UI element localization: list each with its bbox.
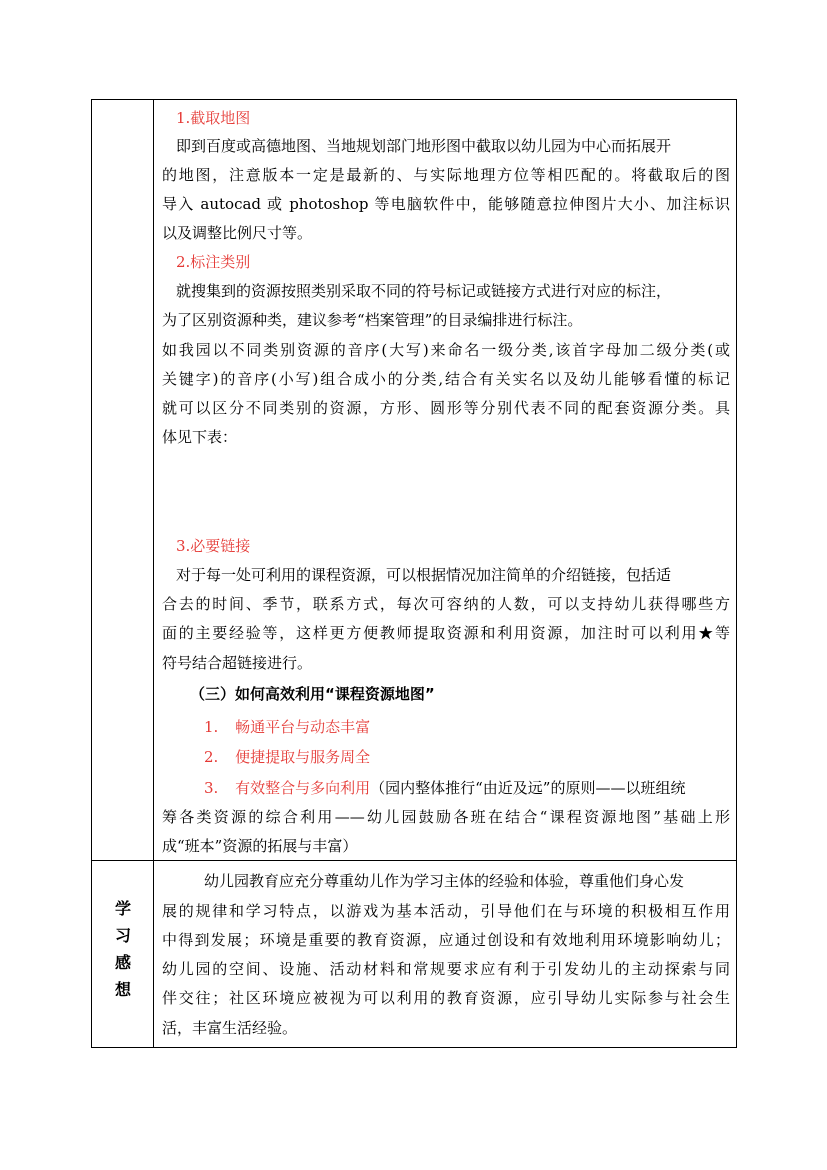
paragraph-line: 对于每一处可利用的课程资源，可以根据情况加注简单的介绍链接，包括适 bbox=[176, 566, 672, 584]
paragraph-line: 即到百度或高德地图、当地规划部门地形图中截取以幼儿园为中心而拓展开 bbox=[176, 137, 672, 155]
list-item bbox=[204, 747, 370, 767]
paragraph-line: 为了区别资源种类，建议参考“档案管理”的目录编排进行标注。 bbox=[162, 311, 583, 329]
reflection-line: 幼儿园教育应充分尊重幼儿作为学习主体的经验和体验，尊重他们身心发 bbox=[204, 872, 685, 890]
section-heading: 1.截取地图 bbox=[176, 109, 251, 127]
paragraph-line: 以及调整比例尺寸等。 bbox=[162, 224, 313, 242]
list-text: 有效整合与多向利用 bbox=[235, 779, 371, 797]
list-text-continued: （园内整体推行“由近及远”的原则——以班组统 bbox=[370, 779, 686, 797]
paragraph-line: 成“班本”资源的拓展与丰富） bbox=[162, 837, 358, 855]
section-heading: 3.必要链接 bbox=[176, 537, 251, 555]
paragraph-line: 合去的时间、季节，联系方式，每次可容纳的人数，可以支持幼儿获得哪些方 bbox=[162, 595, 730, 613]
paragraph-line: 筹各类资源的综合利用——幼儿园鼓励各班在结合“课程资源地图”基础上形 bbox=[162, 808, 730, 826]
reflection-line: 幼儿园的空间、设施、活动材料和常规要求应有利于引发幼儿的主动探索与同 bbox=[162, 960, 730, 978]
paragraph-line: 导入 autocad 或 photoshop 等电脑软件中，能够随意拉伸图片大小、加注标识 bbox=[162, 195, 730, 213]
label-char: 感 bbox=[114, 953, 131, 972]
subsection-title: （三）如何高效利用“课程资源地图” bbox=[190, 685, 435, 703]
paragraph-line: 符号结合超链接进行。 bbox=[162, 654, 313, 672]
paragraph-line: 的地图，注意版本一定是最新的、与实际地理方位等相匹配的。将截取后的图 bbox=[162, 166, 730, 184]
paragraph-line: 就搜集到的资源按照类别采取不同的符号标记或链接方式进行对应的标注， bbox=[176, 282, 672, 300]
list-text: 畅通平台与动态丰富 bbox=[235, 718, 371, 736]
list-text: 便捷提取与服务周全 bbox=[235, 748, 371, 766]
row-divider bbox=[92, 860, 736, 861]
paragraph-line: 面的主要经验等，这样更方便教师提取资源和利用资源，加注时可以利用★等 bbox=[162, 624, 730, 642]
list-number: 3. bbox=[204, 779, 219, 797]
paragraph-line: 体见下表： bbox=[162, 428, 238, 446]
paragraph-line: 关键字)的音序(小写)组合成小的分类,结合有关实名以及幼儿能够看懂的标记 bbox=[162, 370, 730, 388]
paragraph-line: 如我园以不同类别资源的音序(大写)来命名一级分类,该首字母加二级分类(或 bbox=[162, 341, 730, 359]
paragraph-line: 就可以区分不同类别的资源，方形、圆形等分别代表不同的配套资源分类。具 bbox=[162, 399, 730, 417]
list-number: 1. bbox=[204, 718, 219, 736]
reflection-line: 中得到发展；环境是重要的教育资源，应通过创设和有效地利用环境影响幼儿； bbox=[162, 931, 730, 949]
list-item bbox=[204, 717, 370, 737]
list-number: 2. bbox=[204, 748, 219, 766]
label-char: 习 bbox=[114, 926, 131, 945]
label-char: 学 bbox=[114, 899, 131, 918]
reflection-line: 展的规律和学习特点，以游戏为基本活动，引导他们在与环境的积极相互作用 bbox=[162, 902, 730, 920]
reflection-label bbox=[92, 895, 154, 1003]
reflection-line: 活，丰富生活经验。 bbox=[162, 1019, 298, 1037]
label-char: 想 bbox=[114, 980, 131, 999]
list-item bbox=[204, 778, 685, 798]
section-heading: 2.标注类别 bbox=[176, 253, 251, 271]
document-table bbox=[91, 99, 737, 1048]
reflection-line: 伴交往；社区环境应被视为可以利用的教育资源，应引导幼儿实际参与社会生 bbox=[162, 989, 730, 1007]
